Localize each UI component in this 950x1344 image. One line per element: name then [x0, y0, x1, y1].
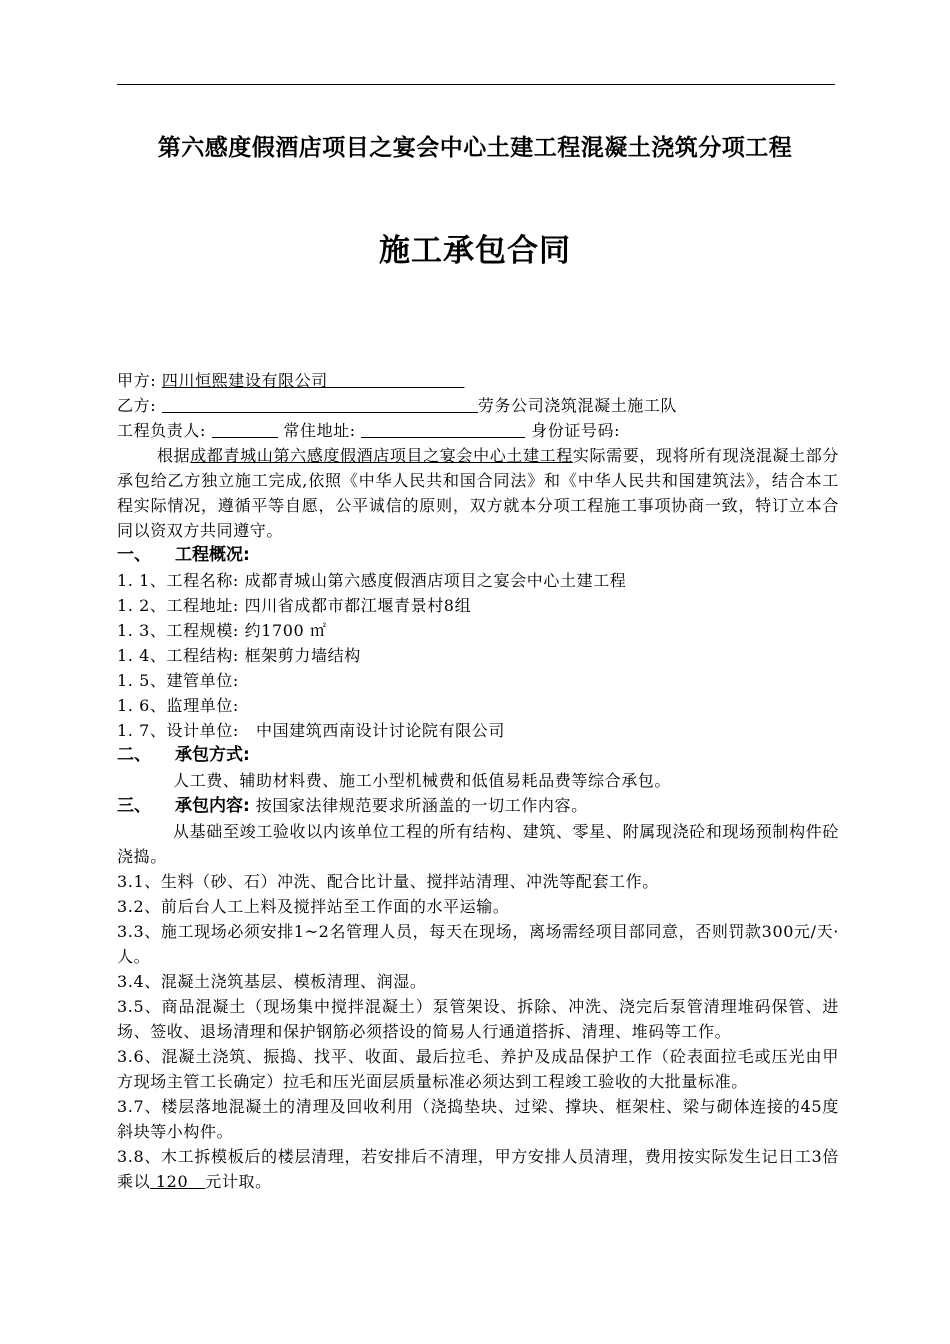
document-title-line1: 第六感度假酒店项目之宴会中心土建工程混凝土浇筑分项工程: [157, 135, 793, 161]
section-1-item: 1. 4、工程结构: 框架剪力墙结构: [117, 646, 361, 665]
address-label: 常住地址:: [283, 421, 356, 440]
section-1-item: 1. 3、工程规模: 约1700 ㎡: [117, 621, 327, 640]
id-label: 身份证号码:: [531, 421, 621, 440]
party-a-value: 四川恒熙建设有限公司: [161, 371, 328, 390]
section-1-heading: [117, 543, 839, 568]
document-body: [117, 368, 839, 1194]
section-3-item-3-8: [117, 1144, 839, 1194]
party-a-line: [117, 368, 839, 393]
intro-project-name: 成都青城山第六感度假酒店项目之宴会中心土建工程: [190, 446, 573, 465]
section-1-title: 工程概况:: [175, 545, 250, 565]
section-1-item: 1. 5、建管单位:: [117, 671, 239, 690]
item-3-8-suffix: 元计取。: [205, 1172, 272, 1191]
section-3-heading: [117, 793, 839, 819]
section-3-scope: 从基础至竣工验收以内该单位工程的所有结构、建筑、零星、附属现浇砼和现场预制构件砼浇捣。: [117, 822, 839, 866]
section-2-heading: [117, 743, 839, 768]
section-3-item: 3.3、施工现场必须安排1~2名管理人员，每天在现场，离场需经项目部同意，否则罚款300元/天·人。: [117, 922, 839, 966]
manager-line: [117, 418, 839, 443]
section-3-item: 3.4、混凝土浇筑基层、模板清理、润湿。: [117, 972, 427, 991]
section-3-item: 3.5、商品混凝土（现场集中搅拌混凝土）泵管架设、拆除、冲洗、浇完后泵管清理堆码保管、进场、签收、退场清理和保护钢筋必须搭设的简易人行通道搭拆、清理、堆码等工作。: [117, 997, 839, 1041]
section-1-item: 1. 1、工程名称: 成都青城山第六感度假酒店项目之宴会中心土建工程: [117, 571, 627, 590]
section-2-title: 承包方式:: [175, 745, 250, 765]
section-3-title: 承包内容:: [175, 796, 250, 816]
party-b-line: [117, 393, 839, 418]
section-3-number: 三、: [117, 796, 151, 816]
party-b-suffix: 劳务公司浇筑混凝土施工队: [477, 396, 678, 415]
intro-paragraph: [117, 443, 839, 543]
address-blank: [361, 421, 525, 438]
section-1-item: 1. 2、工程地址: 四川省成都市都江堰青景村8组: [117, 596, 472, 615]
section-1-item: 1. 7、设计单位: 中国建筑西南设计讨论院有限公司: [117, 721, 505, 740]
section-3-title-trailing: 按国家法律规范要求所涵盖的一切工作内容。: [255, 796, 588, 815]
section-1-number: 一、: [117, 545, 151, 565]
item-3-8-amount: 120: [155, 1172, 189, 1191]
header-rule: [117, 84, 835, 85]
manager-label: 工程负责人:: [117, 421, 206, 440]
party-b-blank: [162, 396, 478, 413]
section-3-item: 3.6、混凝土浇筑、振捣、找平、收面、最后拉毛、养护及成品保护工作（砼表面拉毛或压光由甲方现场主管工长确定）拉毛和压光面层质量标准必须达到工程竣工验收的大批量标准。: [117, 1047, 839, 1091]
manager-blank: [212, 421, 278, 438]
section-3-item: 3.1、生料（砂、石）冲洗、配合比计量、搅拌站清理、冲洗等配套工作。: [117, 872, 659, 891]
item-3-8-prefix: 3.8、木工拆模板后的楼层清理，若安排后不清理，甲方安排人员清理，费用按实际发生记日工3倍乘以: [117, 1147, 839, 1191]
document-title-line2: 施工承包合同: [379, 233, 571, 269]
intro-lead: 根据: [157, 446, 191, 465]
section-3-item: 3.7、楼层落地混凝土的清理及回收利用（浇捣垫块、过梁、撑块、框架柱、梁与砌体连接的45度斜块等小构件。: [117, 1097, 839, 1141]
party-b-label: 乙方:: [117, 396, 157, 415]
party-a-label: 甲方:: [117, 371, 157, 390]
section-1-item: 1. 6、监理单位:: [117, 696, 239, 715]
section-2-number: 二、: [117, 745, 151, 765]
section-3-item: 3.2、前后台人工上料及搅拌站至工作面的水平运输。: [117, 897, 510, 916]
section-2-text: 人工费、辅助材料费、施工小型机械费和低值易耗品费等综合承包。: [173, 771, 672, 790]
intro-rest: 实际需要，现将所有现浇混凝土部分承包给乙方独立施工完成,依照《中华人民共和国合同法》和《中华人民共和国建筑法》，结合本工程实际情况，遵循平等自愿，公平诚信的原则，双方就本分项工程施工事项协商一致，特订立本合同以资双方共同遵守。: [117, 446, 839, 540]
